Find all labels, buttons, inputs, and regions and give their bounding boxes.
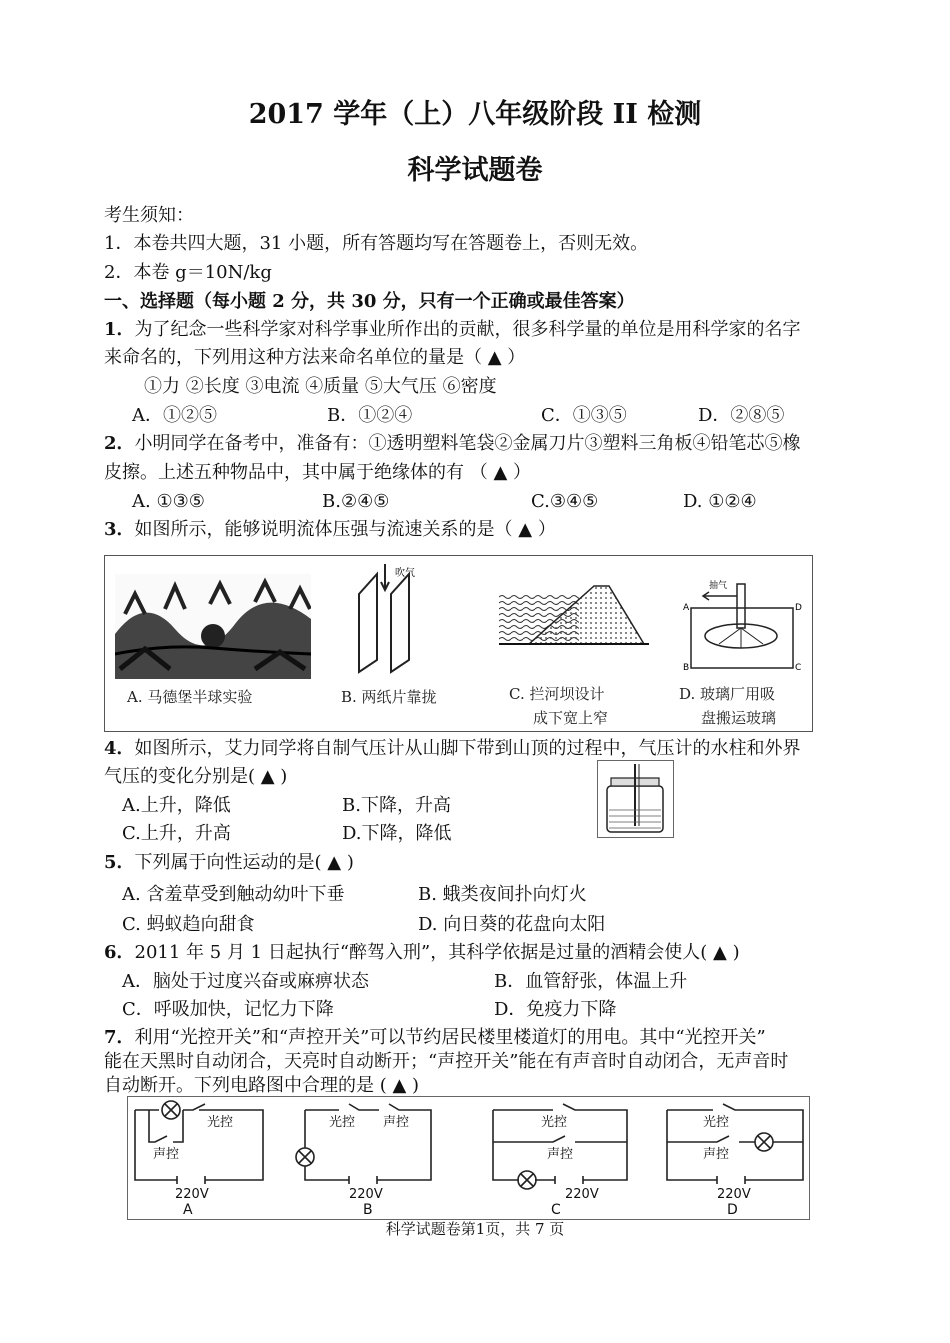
pump-label: 抽气 <box>709 581 728 591</box>
question-7-line-3: 自动断开。下列电路图中合理的是 ( ▲ ) <box>104 1075 420 1096</box>
option-a: A.上升，降低 <box>122 795 231 816</box>
circuit-c-voltage: 220V <box>565 1187 599 1202</box>
question-number: 6． <box>104 942 135 963</box>
paper-sheets-diagram <box>349 564 444 674</box>
option-a: A. 含羞草受到触动幼叶下垂 <box>122 884 345 905</box>
question-number: 5． <box>104 852 135 873</box>
circuit-d-light-label: 光控 <box>703 1115 730 1130</box>
question-text: 为了纪念一些科学家对科学事业所作出的贡献，很多科学量的单位是用科学家的名字 <box>134 319 801 340</box>
option-d: D.下降，降低 <box>342 823 452 844</box>
question-2-line-2: 皮擦。上述五种物品中，其中属于绝缘体的有 （ ▲ ） <box>104 462 532 483</box>
option-c: C．呼吸加快，记忆力下降 <box>122 999 334 1020</box>
notice-heading: 考生须知： <box>104 205 194 226</box>
option-a: A．脑处于过度兴奋或麻痹状态 <box>122 971 369 992</box>
question-number: 7． <box>104 1027 135 1048</box>
question-7-line-2: 能在天黑时自动闭合，天亮时自动断开；“声控开关”能在有声音时自动闭合，无声音时 <box>104 1051 789 1072</box>
question-4 <box>104 738 801 760</box>
circuit-a-voltage: 220V <box>175 1187 209 1202</box>
circuit-d-voltage: 220V <box>717 1187 751 1202</box>
circuit-b-light-label: 光控 <box>329 1115 356 1130</box>
corner-d-label: D <box>795 603 802 613</box>
circuit-label-c: C <box>551 1202 561 1218</box>
question-1-line-2: 来命名的，下列用这种方法来命名单位的量是（ ▲ ） <box>104 347 526 368</box>
question-number: 1． <box>104 319 135 340</box>
circuit-label-d: D <box>727 1202 738 1218</box>
caption-b: B. 两纸片靠拢 <box>341 688 437 706</box>
magdeburg-picture <box>115 574 311 679</box>
question-number: 4． <box>104 738 135 759</box>
circuit-b-sound-label: 声控 <box>383 1115 410 1130</box>
circuit-d-sound-label: 声控 <box>703 1147 730 1162</box>
question-text: 下列属于向性运动的是( ▲ ) <box>134 852 354 873</box>
blow-label: 吹气 <box>395 568 415 579</box>
question-number: 2． <box>104 433 135 454</box>
circuit-label-b: B <box>363 1202 373 1218</box>
circuit-a-light-label: 光控 <box>207 1115 234 1130</box>
option-b: B.下降，升高 <box>342 795 451 816</box>
option-c: C．①③⑤ <box>541 405 627 426</box>
barometer-figure <box>597 760 674 838</box>
option-b: B. 蛾类夜间扑向灯火 <box>418 884 587 905</box>
caption-c-line-1: C. 拦河坝设计 <box>509 685 605 703</box>
option-c: C.上升，升高 <box>122 823 231 844</box>
question-text: 小明同学在备考中，准备有：①透明塑料笔袋②金属刀片③塑料三角板④铅笔芯⑤橡 <box>134 433 801 454</box>
question-2 <box>104 433 801 455</box>
circuit-c-light-label: 光控 <box>541 1115 568 1130</box>
question-6 <box>104 942 740 964</box>
suction-cup-diagram <box>679 574 804 674</box>
question-3 <box>104 519 556 541</box>
option-b: B.②④⑤ <box>322 491 390 512</box>
question-text: 2011 年 5 月 1 日起执行“醉驾入刑”，其科学依据是过量的酒精会使人( ▲ ) <box>134 942 740 963</box>
circuit-b-voltage: 220V <box>349 1187 383 1202</box>
question-number: 3． <box>104 519 135 540</box>
question-text: 如图所示，能够说明流体压强与流速关系的是（ ▲ ） <box>134 519 556 540</box>
option-a: A．①②⑤ <box>132 405 217 426</box>
question-3-figure <box>104 555 813 732</box>
circuit-c-sound-label: 声控 <box>547 1147 574 1162</box>
option-c: C.③④⑤ <box>531 491 599 512</box>
caption-d-line-2: 盘搬运玻璃 <box>701 709 777 727</box>
corner-a-label: A <box>683 603 690 613</box>
page-subtitle: 科学试题卷 <box>407 155 543 186</box>
circuit-label-a: A <box>183 1202 193 1218</box>
option-c: C. 蚂蚁趋向甜食 <box>122 914 255 935</box>
option-d: D. ①②④ <box>683 491 757 512</box>
option-d: D．免疫力下降 <box>494 999 617 1020</box>
circuit-a-sound-label: 声控 <box>153 1147 180 1162</box>
option-b: B．血管舒张，体温上升 <box>494 971 688 992</box>
notice-item-1: 1．本卷共四大题，31 小题，所有答题均写在答题卷上，否则无效。 <box>104 233 649 254</box>
question-1-items: ①力 ②长度 ③电流 ④质量 ⑤大气压 ⑥密度 <box>144 376 497 397</box>
corner-c-label: C <box>795 663 802 673</box>
page-footer: 科学试题卷第1页，共 7 页 <box>385 1220 565 1238</box>
corner-b-label: B <box>683 663 690 673</box>
section-heading: 一、选择题（每小题 2 分，共 30 分，只有一个正确或最佳答案） <box>104 291 635 312</box>
question-text: 利用“光控开关”和“声控开关”可以节约居民楼里楼道灯的用电。其中“光控开关” <box>134 1027 766 1048</box>
question-7 <box>104 1027 766 1049</box>
question-4-line-2: 气压的变化分别是( ▲ ) <box>104 766 288 787</box>
option-a: A. ①③⑤ <box>132 491 205 512</box>
option-d: D. 向日葵的花盘向太阳 <box>418 914 606 935</box>
dam-diagram <box>499 576 649 646</box>
question-5 <box>104 852 354 874</box>
caption-a: A. 马德堡半球实验 <box>127 688 253 706</box>
question-text: 如图所示，艾力同学将自制气压计从山脚下带到山顶的过程中，气压计的水柱和外界 <box>134 738 801 759</box>
option-d: D．②⑧⑤ <box>698 405 785 426</box>
notice-item-2: 2．本卷 g＝10N/kg <box>104 262 272 283</box>
caption-d-line-1: D. 玻璃厂用吸 <box>679 685 776 703</box>
page-title: 2017 学年（上）八年级阶段 II 检测 <box>248 99 702 130</box>
option-b: B．①②④ <box>327 405 413 426</box>
circuit-figure <box>127 1096 810 1220</box>
caption-c-line-2: 成下宽上窄 <box>533 709 609 727</box>
question-1 <box>104 319 801 341</box>
